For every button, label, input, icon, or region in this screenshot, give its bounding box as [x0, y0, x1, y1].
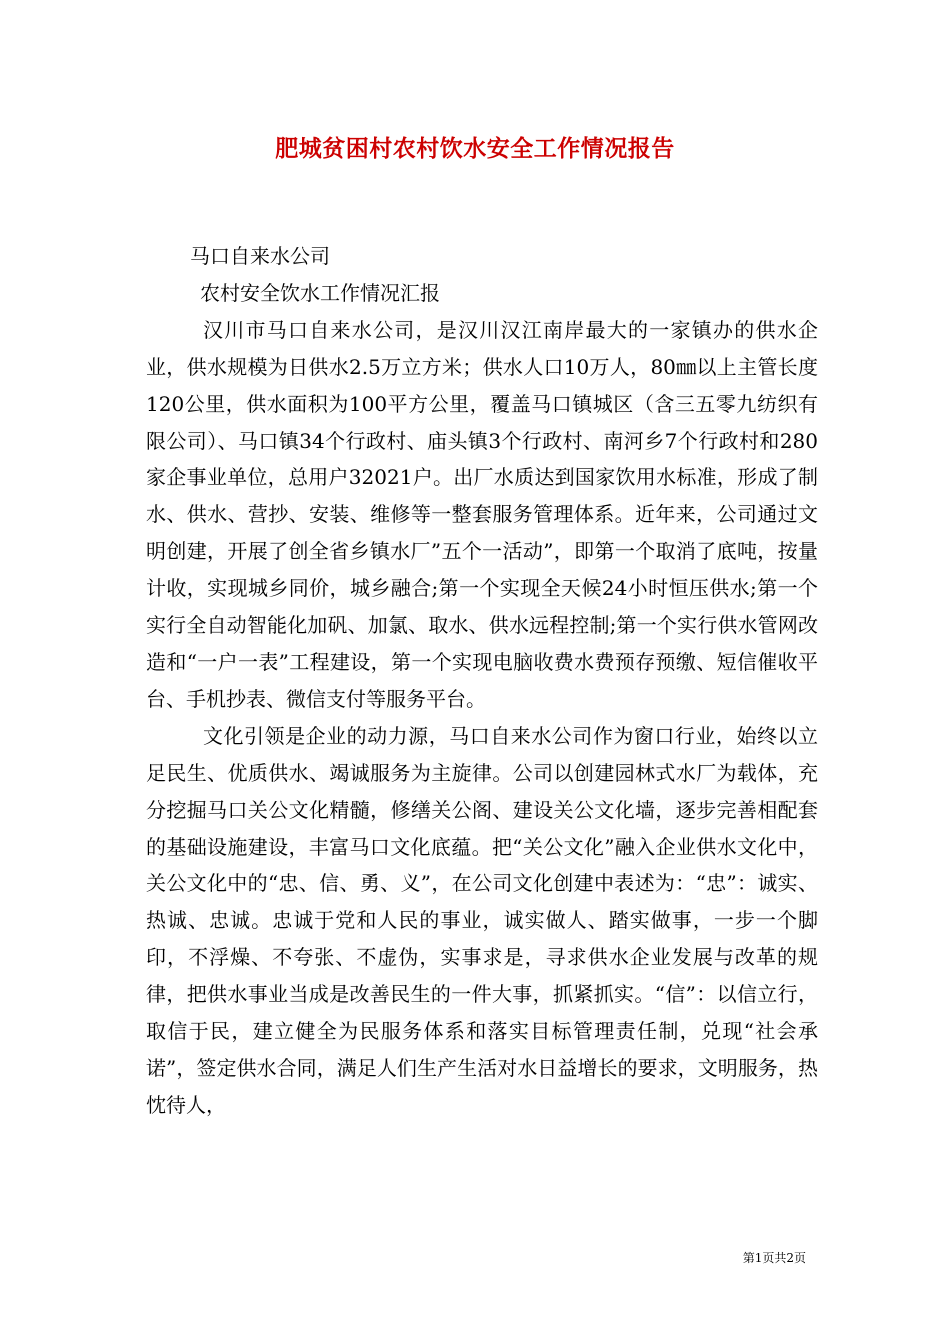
paragraph-culture: 文化引领是企业的动力源，马口自来水公司作为窗口行业，始终以立足民生、优质供水、竭诚服务为主旋律。公司以创建园林式水厂为载体，充分挖掘马口关公文化精髓，修缮关公阁、建设关公文化墙，逐步完善相配套的基础设施建设，丰富马口文化底蕴。把“关公文化”融入企业供水文化中，关公文化中的“忠、信、勇、义”，在公司文化创建中表述为：“忠”：诚实、热诚、忠诚。忠诚于党和人民的事业，诚实做人、踏实做事，一步一个脚印，不浮燥、不夸张、不虚伪，实事求是，寻求供水企业发展与改革的规律，把供水事业当成是改善民生的一件大事，抓紧抓实。“信”：以信立行，取信于民，建立健全为民服务体系和落实目标管理责任制，兑现“社会承诺”，签定供水合同，满足人们生产生活对水日益增长的要求，文明服务，热忱待人， — [146, 723, 818, 1117]
organization-line: 马口自来水公司 — [190, 244, 330, 268]
page-title: 肥城贫困村农村饮水安全工作情况报告 — [275, 135, 675, 162]
paragraph-intro: 汉川市马口自来水公司，是汉川汉江南岸最大的一家镇办的供水企业，供水规模为日供水2.5万立方米；供水人口10万人，80㎜以上主管长度120公里，供水面积为100平方公里，覆盖马口镇城区（含三五零九纺织有限公司）、马口镇34个行政村、庙头镇3个行政村、南河乡7个行政村和280家企事业单位，总用户32021户。出厂水质达到国家饮用水标准，形成了制水、供水、营抄、安装、维修等一整套服务管理体系。近年来，公司通过文明创建，开展了创全省乡镇水厂”五个一活动”，即第一个取消了底吨，按量计收，实现城乡同价，城乡融合;第一个实现全天候24小时恒压供水;第一个实行全自动智能化加矾、加氯、取水、供水远程控制;第一个实行供水管网改造和“一户一表”工程建设，第一个实现电脑收费水费预存预缴、短信催收平台、手机抄表、微信支付等服务平台。 — [146, 317, 818, 711]
document-body — [146, 238, 818, 1124]
page-number: 第1页共2页 — [742, 1251, 806, 1265]
subtitle-line: 农村安全饮水工作情况汇报 — [200, 280, 440, 305]
